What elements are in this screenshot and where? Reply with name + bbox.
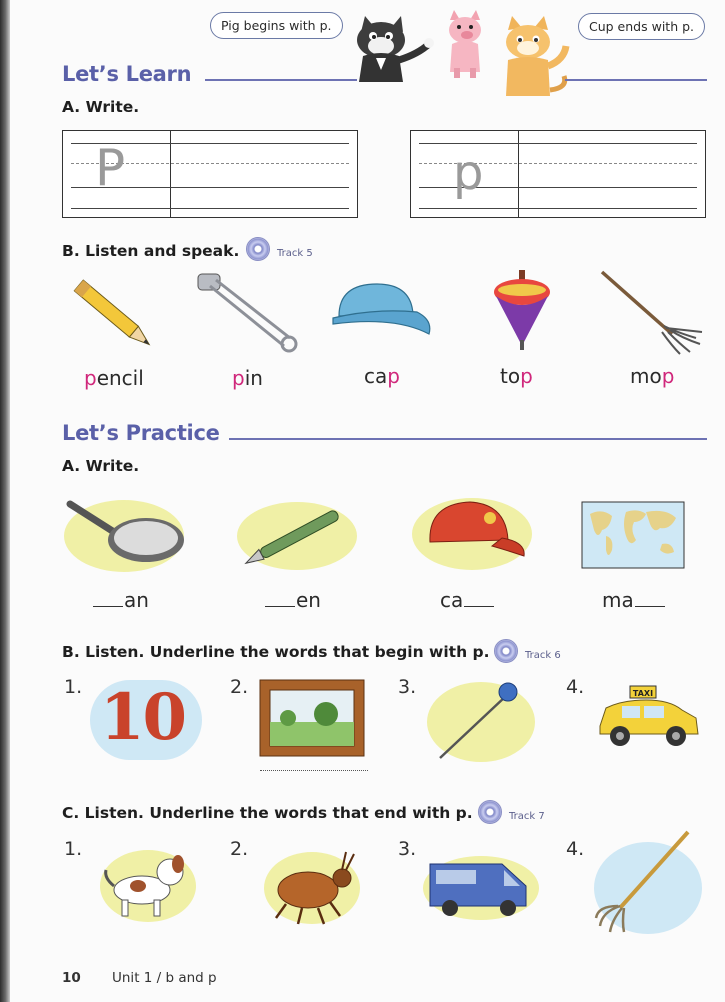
- word-highlight: p: [661, 364, 675, 388]
- practice-a-item-4[interactable]: [602, 588, 666, 612]
- practice-b-heading: B. Listen. Underline the words that begin with p.: [62, 643, 490, 661]
- framed-picture-icon: [258, 678, 366, 758]
- lets-learn-rule-right: [565, 79, 707, 81]
- fountain-pen-icon: [235, 498, 359, 572]
- fill-blank[interactable]: [464, 606, 494, 607]
- track-label: Track 7: [509, 811, 545, 822]
- write-line: [419, 208, 697, 209]
- learn-word-mop: [630, 364, 674, 388]
- pencil-icon: [64, 270, 164, 360]
- learn-b-heading: B. Listen and speak.: [62, 242, 240, 260]
- traced-lowercase-letter: p: [453, 145, 484, 201]
- word-highlight: p: [387, 364, 400, 388]
- write-line: [419, 143, 697, 144]
- bug-icon: [262, 846, 362, 928]
- world-map-icon: [580, 500, 686, 570]
- frying-pan-icon: [62, 492, 186, 574]
- cap-icon: [325, 280, 435, 342]
- word-rest: mo: [630, 364, 662, 388]
- word-rest: en: [296, 588, 321, 612]
- orange-cat-mascot-icon: [494, 16, 574, 102]
- audio-cd-icon[interactable]: [494, 639, 518, 663]
- learn-word-pin: [232, 366, 263, 390]
- audio-cd-icon[interactable]: [246, 237, 270, 261]
- underline-blank[interactable]: [260, 770, 368, 771]
- write-line: [71, 208, 349, 209]
- word-rest: in: [244, 366, 263, 390]
- fill-blank[interactable]: [265, 606, 295, 607]
- speech-bubble-right: Cup ends with p.: [578, 13, 705, 40]
- dog-icon: [98, 842, 198, 924]
- speech-bubble-left: Pig begins with p.: [210, 12, 343, 39]
- lets-learn-rule: [205, 79, 357, 81]
- item-number: 2.: [230, 676, 249, 698]
- baseball-cap-icon: [410, 494, 534, 574]
- traced-uppercase-letter: P: [95, 139, 126, 197]
- learn-word-top: [500, 364, 533, 388]
- word-rest: ma: [602, 588, 634, 612]
- book-spine-shadow: [0, 0, 10, 1002]
- practice-a-heading: A. Write.: [62, 457, 140, 475]
- write-box-lowercase[interactable]: [410, 130, 706, 218]
- learn-word-cap: [364, 364, 400, 388]
- item-number: 1.: [64, 838, 83, 860]
- taxi-icon: [592, 680, 704, 752]
- practice-c-heading: C. Listen. Underline the words that end with p.: [62, 804, 473, 822]
- word-highlight: p: [84, 366, 97, 390]
- page-number: 10: [62, 970, 81, 986]
- word-rest: an: [124, 588, 149, 612]
- mop-icon: [598, 268, 706, 358]
- practice-a-item-3[interactable]: [440, 588, 495, 612]
- word-rest: ca: [364, 364, 388, 388]
- lets-learn-title: Let’s Learn: [62, 62, 192, 86]
- item-number: 3.: [398, 838, 417, 860]
- word-highlight: p: [232, 366, 245, 390]
- fill-blank[interactable]: [93, 606, 123, 607]
- audio-cd-icon[interactable]: [478, 800, 502, 824]
- fill-blank[interactable]: [635, 606, 665, 607]
- learn-a-heading: A. Write.: [62, 98, 140, 116]
- item-number: 4.: [566, 676, 585, 698]
- taxi-sign-text: TAXI: [632, 689, 654, 698]
- track-label: Track 6: [525, 650, 561, 661]
- number-ten-icon: [90, 680, 202, 760]
- lets-practice-rule: [229, 438, 707, 440]
- item-number: 4.: [566, 838, 585, 860]
- word-highlight: p: [520, 364, 533, 388]
- word-rest: ca: [440, 588, 464, 612]
- practice-a-item-2[interactable]: [264, 588, 321, 612]
- item-number: 2.: [230, 838, 249, 860]
- pig-mascot-icon: [440, 10, 495, 80]
- mop-icon: [592, 828, 704, 938]
- learn-word-pencil: [84, 366, 144, 390]
- spinning-top-icon: [490, 270, 555, 355]
- lets-practice-title: Let’s Practice: [62, 421, 220, 445]
- item-number: 1.: [64, 676, 83, 698]
- track-label: Track 5: [277, 248, 313, 259]
- write-box-uppercase[interactable]: [62, 130, 358, 218]
- practice-a-item-1[interactable]: [92, 588, 149, 612]
- item-number: 3.: [398, 676, 417, 698]
- cat-mascot-icon: [343, 14, 438, 84]
- unit-label: Unit 1 / b and p: [112, 970, 217, 986]
- safety-pin-icon: [196, 272, 301, 357]
- word-rest: to: [500, 364, 521, 388]
- van-icon: [422, 852, 540, 920]
- word-rest: encil: [96, 366, 144, 390]
- pin-icon: [426, 676, 536, 764]
- number-ten-text: 10: [100, 680, 186, 755]
